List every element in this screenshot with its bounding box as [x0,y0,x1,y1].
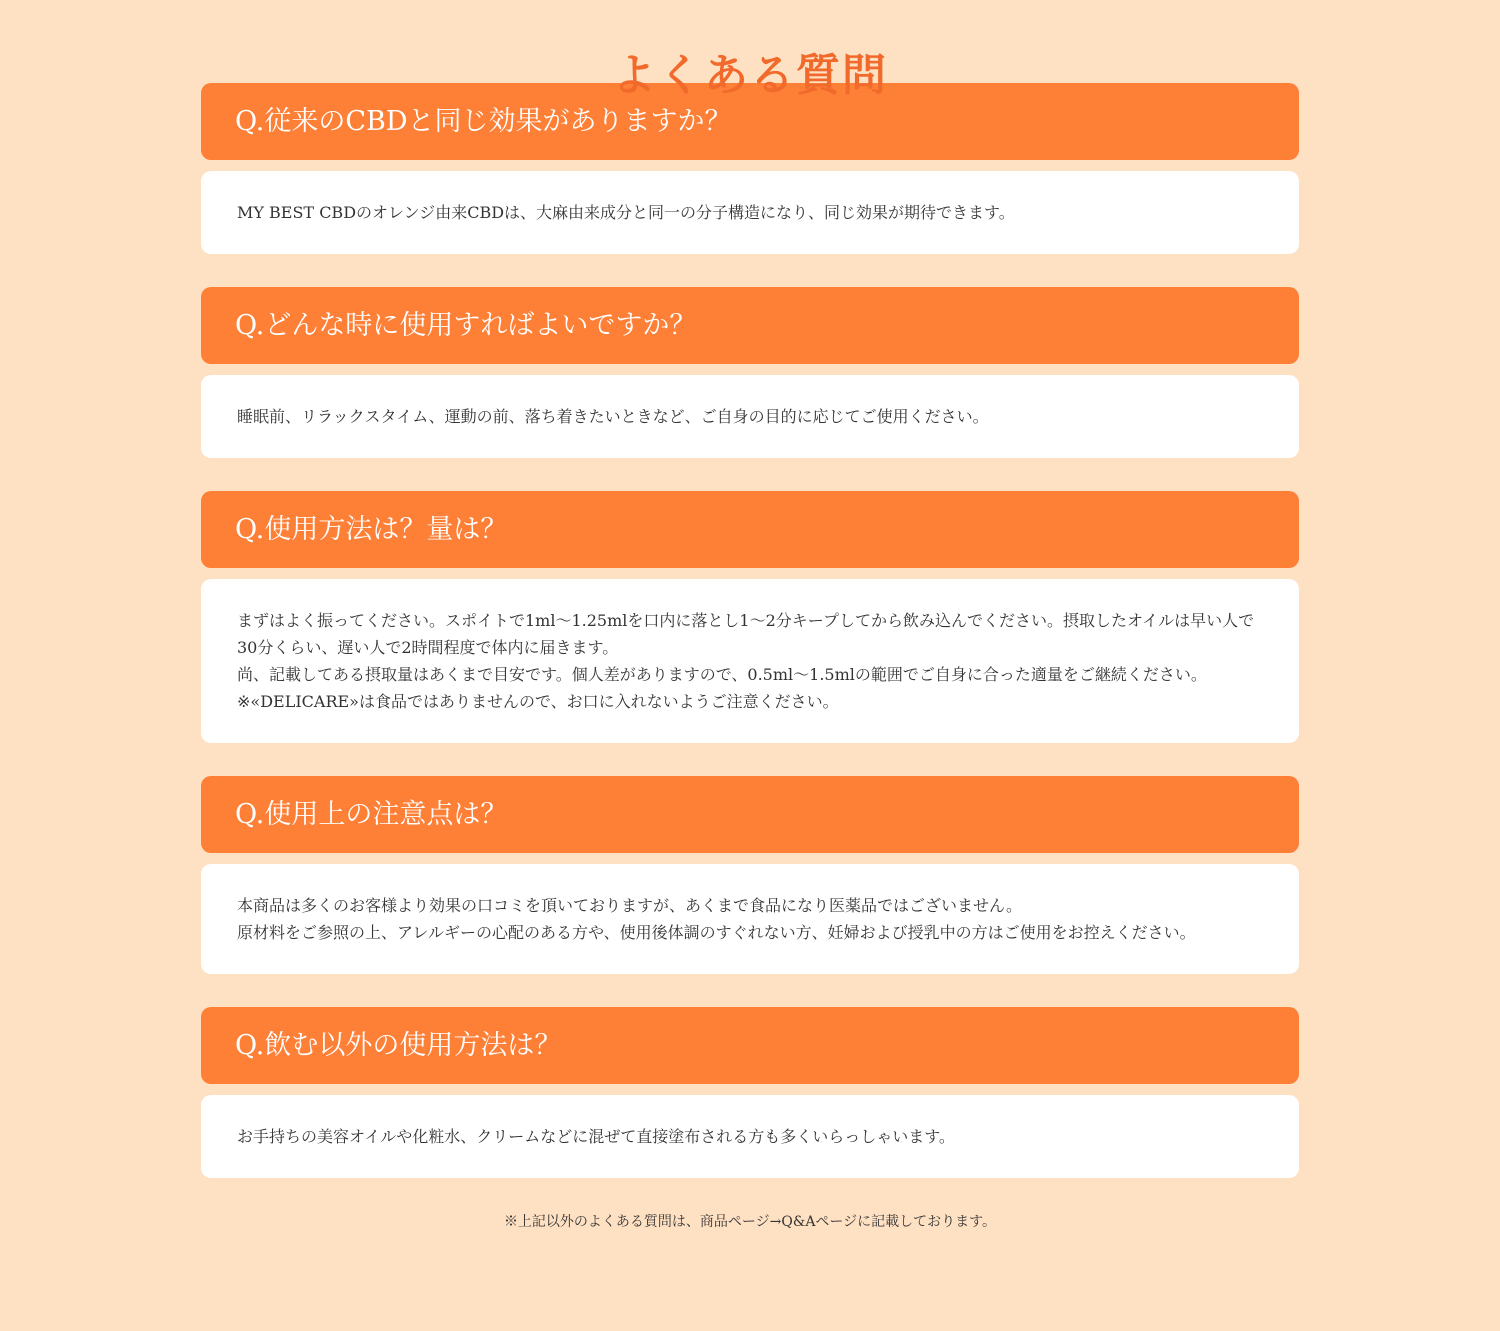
faq-answer [201,864,1299,974]
faq-item [201,1007,1299,1178]
faq-question: Q.どんな時に使用すればよいですか？ [201,287,1299,364]
faq-item [201,287,1299,458]
faq-answer [201,375,1299,458]
faq-answer-paragraph: 睡眠前、リラックスタイム、運動の前、落ち着きたいときなど、ご自身の目的に応じてご使用ください。 [237,407,989,426]
faq-answer-paragraph: MY BEST CBDのオレンジ由来CBDは、大麻由来成分と同一の分子構造になり、同じ効果が期待できます。 [237,203,1015,222]
faq-answer-paragraph: まずはよく振ってください。スポイトで1ml～1.25mlを口内に落とし1～2分キープしてから飲み込んでください。摂取したオイルは早い人で30分くらい、遅い人で2時間程度で体内に届きます。 [237,611,1255,657]
faq-item [201,776,1299,974]
faq-answer [201,1095,1299,1178]
faq-item [201,83,1299,254]
faq-answer [201,579,1299,743]
faq-question: Q.使用方法は？量は？ [201,491,1299,568]
faq-answer-paragraph: 原材料をご参照の上、アレルギーの心配のある方や、使用後体調のすぐれない方、妊婦および授乳中の方はご使用をお控えください。 [237,923,1196,942]
faq-item [201,491,1299,743]
faq-question: Q.従来のCBDと同じ効果がありますか？ [201,83,1299,160]
faq-answer-paragraph: 本商品は多くのお客様より効果の口コミを頂いておりますが、あくまで食品になり医薬品ではございません。 [237,896,1022,915]
faq-answer-paragraph: お手持ちの美容オイルや化粧水、クリームなどに混ぜて直接塗布される方も多くいらっしゃいます。 [237,1127,955,1146]
faq-question: Q.使用上の注意点は？ [201,776,1299,853]
faq-answer-paragraph: ※«DELICARE»は食品ではありませんので、お口に入れないようご注意ください。 [237,692,839,711]
footer-note: ※上記以外のよくある質問は、商品ページ→Q&Aページに記載しております。 [503,1214,997,1230]
faq-answer [201,171,1299,254]
faq-answer-paragraph: 尚、記載してある摂取量はあくまで目安です。個人差がありますので、0.5ml～1.5mlの範囲でご自身に合った適量をご継続ください。 [237,665,1207,684]
page-title: よくある質問 [612,50,888,101]
faq-question: Q.飲む以外の使用方法は？ [201,1007,1299,1084]
faq-list [201,83,1299,1178]
